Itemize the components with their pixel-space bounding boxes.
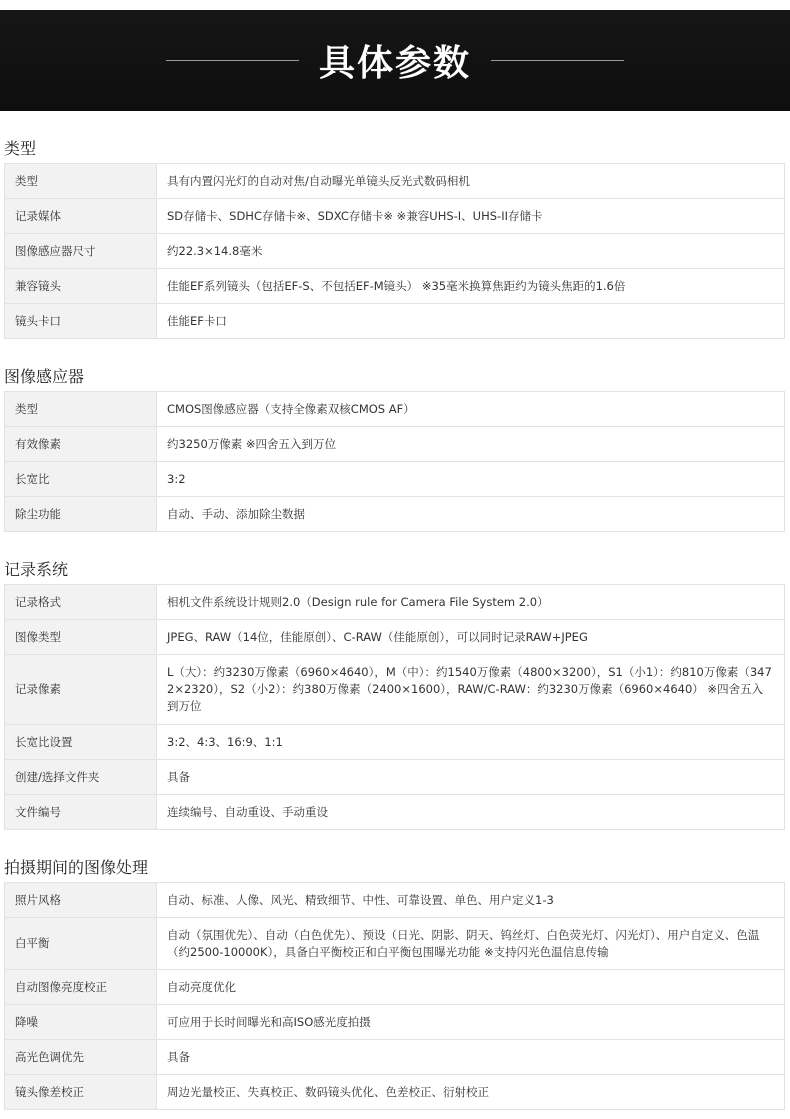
table-row — [5, 883, 785, 918]
spec-label: 兼容镜头 — [5, 269, 157, 304]
table-row — [5, 1005, 785, 1040]
table-row — [5, 585, 785, 620]
spec-table-type — [4, 163, 785, 339]
table-row — [5, 655, 785, 725]
spec-label: 记录格式 — [5, 585, 157, 620]
spec-label: 记录像素 — [5, 655, 157, 725]
spec-label: 照片风格 — [5, 883, 157, 918]
spec-value: 周边光量校正、失真校正、数码镜头优化、色差校正、衍射校正 — [157, 1075, 785, 1110]
spec-label: 镜头像差校正 — [5, 1075, 157, 1110]
table-row — [5, 269, 785, 304]
spec-label: 长宽比设置 — [5, 725, 157, 760]
spec-content — [0, 111, 790, 1110]
spec-label: 降噪 — [5, 1005, 157, 1040]
spec-value: 约22.3×14.8毫米 — [157, 234, 785, 269]
spec-value: 具备 — [157, 1040, 785, 1075]
page-banner — [0, 10, 790, 111]
spec-label: 长宽比 — [5, 462, 157, 497]
section-title-type: 类型 — [4, 139, 37, 158]
spec-label: 镜头卡口 — [5, 304, 157, 339]
spec-table-image-processing — [4, 882, 785, 1110]
spec-value: 自动、手动、添加除尘数据 — [157, 497, 785, 532]
spec-label: 自动图像亮度校正 — [5, 970, 157, 1005]
spec-value: L（大）：约3230万像素（6960×4640），M（中）：约1540万像素（4800×3200），S1（小1）：约810万像素（3472×2320），S2（小2）：约380万像素（2400×1600），RAW/C-RAW：约3230万像素（6960×4640） ※四舍五入到万位 — [157, 655, 785, 725]
spec-value: 佳能EF卡口 — [157, 304, 785, 339]
spec-value: 可应用于长时间曝光和高ISO感光度拍摄 — [157, 1005, 785, 1040]
table-row — [5, 497, 785, 532]
table-row — [5, 392, 785, 427]
spec-value: 相机文件系统设计规则2.0（Design rule for Camera File System 2.0） — [157, 585, 785, 620]
spec-table-image-sensor — [4, 391, 785, 532]
spec-value: 具备 — [157, 760, 785, 795]
table-row — [5, 970, 785, 1005]
spec-value: SD存储卡、SDHC存储卡※、SDXC存储卡※ ※兼容UHS-I、UHS-II存储卡 — [157, 199, 785, 234]
page-title: 具体参数 — [318, 43, 471, 84]
table-row — [5, 760, 785, 795]
spec-label: 图像类型 — [5, 620, 157, 655]
table-row — [5, 1075, 785, 1110]
spec-value: 自动亮度优化 — [157, 970, 785, 1005]
spec-value: JPEG、RAW（14位，佳能原创）、C-RAW（佳能原创），可以同时记录RAW+JPEG — [157, 620, 785, 655]
spec-value: 具有内置闪光灯的自动对焦/自动曝光单镜头反光式数码相机 — [157, 164, 785, 199]
spec-value: 约3250万像素 ※四舍五入到万位 — [157, 427, 785, 462]
spec-label: 有效像素 — [5, 427, 157, 462]
table-row — [5, 234, 785, 269]
table-row — [5, 164, 785, 199]
spec-value: CMOS图像感应器（支持全像素双核CMOS AF） — [157, 392, 785, 427]
table-row — [5, 462, 785, 497]
spec-label: 记录媒体 — [5, 199, 157, 234]
spec-label: 文件编号 — [5, 795, 157, 830]
section-title-image-sensor: 图像感应器 — [4, 367, 85, 386]
banner-left-rule — [166, 60, 299, 61]
spec-label: 创建/选择文件夹 — [5, 760, 157, 795]
spec-value: 3:2、4:3、16:9、1:1 — [157, 725, 785, 760]
spec-label: 除尘功能 — [5, 497, 157, 532]
spec-table-recording-system — [4, 584, 785, 830]
spec-value: 佳能EF系列镜头（包括EF-S、不包括EF-M镜头） ※35毫米换算焦距约为镜头焦距的1.6倍 — [157, 269, 785, 304]
table-row — [5, 725, 785, 760]
spec-label: 图像感应器尺寸 — [5, 234, 157, 269]
spec-label: 类型 — [5, 392, 157, 427]
spec-label: 类型 — [5, 164, 157, 199]
spec-value: 3:2 — [157, 462, 785, 497]
section-title-image-processing: 拍摄期间的图像处理 — [4, 858, 149, 877]
table-row — [5, 199, 785, 234]
table-row — [5, 918, 785, 970]
table-row — [5, 427, 785, 462]
spec-label: 高光色调优先 — [5, 1040, 157, 1075]
table-row — [5, 795, 785, 830]
section-title-recording-system: 记录系统 — [4, 560, 69, 579]
table-row — [5, 620, 785, 655]
spec-value: 连续编号、自动重设、手动重设 — [157, 795, 785, 830]
table-row — [5, 1040, 785, 1075]
spec-value: 自动、标准、人像、风光、精致细节、中性、可靠设置、单色、用户定义1-3 — [157, 883, 785, 918]
banner-right-rule — [491, 60, 624, 61]
table-row — [5, 304, 785, 339]
spec-label: 白平衡 — [5, 918, 157, 970]
spec-value: 自动（氛围优先）、自动（白色优先）、预设（日光、阴影、阴天、钨丝灯、白色荧光灯、闪光灯）、用户自定义、色温（约2500-10000K），具备白平衡校正和白平衡包围曝光功能 ※支持闪光色温信息传输 — [157, 918, 785, 970]
